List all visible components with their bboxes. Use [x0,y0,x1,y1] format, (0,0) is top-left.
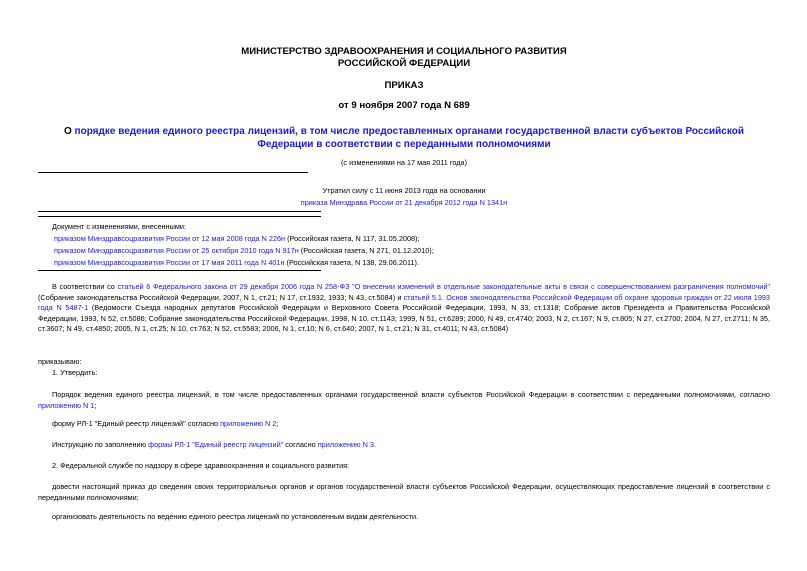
expired-note: Утратил силу с 11 июня 2013 года на основании [322,186,486,195]
amendments-intro: Документ с изменениями, внесенными: [52,222,186,231]
amendment-item: приказом Минздравсоцразвития России от 12 мая 2008 года N 226н (Российская газета, N 117, 31.05.2008); [54,234,420,243]
ministry-name-line2: РОССИЙСКОЙ ФЕДЕРАЦИИ [337,58,471,69]
item-2-organize: организовать деятельность по ведению единого реестра лицензий по установленным видам деятельности. [52,512,419,521]
changes-note: (с изменениями на 17 мая 2011 года) [340,158,468,167]
title-prefix: О [63,126,75,137]
form-rl1-link[interactable]: формы РЛ-1 "Единый реестр лицензий" [148,440,284,449]
appendix-3-link[interactable]: приложению N 3 [317,440,374,449]
item-instruction: Инструкцию по заполнению формы РЛ-1 "Единый реестр лицензий" согласно приложению N 3. [52,440,377,449]
divider [38,216,321,217]
orders-line: приказываю: [38,357,82,366]
divider [38,172,308,173]
amendment-item: приказом Минздравсоцразвития России от 25 октября 2010 года N 917н (Российская газета, N 271, 01.12.2010); [54,246,434,255]
appendix-1-link[interactable]: приложению N 1 [38,400,95,410]
item-procedure: Порядок ведения единого реестра лицензий, в том числе предоставленных органами государственной власти субъектов Российской Федерации в соответствии с переданными полномочиями, согласно приложению N 1; [38,390,770,410]
divider [38,270,321,271]
divider [38,211,321,212]
expired-link-line [38,198,770,207]
law-258fz-link[interactable]: статьей 6 Федерального закона от 29 декабря 2006 года N 258-ФЗ "О внесении изменений в отдельные законодательные акты в связи с совершенствованием разграничения полномочий" [117,282,770,291]
document-type: ПРИКАЗ [384,80,424,91]
item-form: форму РЛ-1 "Единый реестр лицензий" согласно приложению N 2; [52,419,279,428]
health-law-link[interactable]: статьей 5.1. Основ законодательства Российской Федерации об охране здоровья граждан от 22 июля 1993 года N 5487-1 [38,292,770,313]
item-2: 2. Федеральной службе по надзору в сфере здравоохранения и социального развития: [52,461,350,470]
expired-order-link[interactable]: приказа Минздрава России от 21 декабря 2012 года N 1341н [300,198,508,207]
amendment-link[interactable]: приказом Минздравсоцразвития России от 12 мая 2008 года N 226н [54,234,286,243]
document-title [38,125,770,151]
item-1: 1. Утвердить: [52,368,98,377]
amendment-link[interactable]: приказом Минздравсоцразвития России от 25 октября 2010 года N 917н [54,246,299,255]
amendment-item: приказом Минздравсоцразвития России от 17 мая 2011 года N 401н (Российская газета, N 138, 29.06.2011). [54,258,419,267]
title-link[interactable]: порядке ведения единого реестра лицензий, в том числе предоставленных органами государственной власти субъектов Российской Федерации в соответствии с переданными полномочиями [74,126,744,150]
ministry-name-line1: МИНИСТЕРСТВО ЗДРАВООХРАНЕНИЯ И СОЦИАЛЬНОГО РАЗВИТИЯ [241,46,567,57]
document-date: от 9 ноября 2007 года N 689 [338,100,470,111]
item-2-bring-to-notice: довести настоящий приказ до сведения своих территориальных органов и органов государственной власти субъектов Российской Федерации, осуществляющих предоставление лицензий в соответствии с переданными полномочиями; [38,482,770,502]
basis-paragraph: В соответствии со статьей 6 Федерального закона от 29 декабря 2006 года N 258-ФЗ "О внесении изменений в отдельные законодательные акты в связи с совершенствованием разграничения полномочий" (Собрание законодательства Российской Федерации, 2007, N 1, ст.21; N 17, ст.1932, 1933; N 43, ст.5084) и статьей 5.1. Основ законодательства Российской Федерации об охране здоровья граждан от 22 июля 1993 года N 5487-1 (Ведомости Съезда народных депутатов Российской Федерации и Верховного Совета Российской Федерации, 1993, N 33, ст.1318; Собрание актов Президента и Правительства Российской Федерации, 1993, N 52, ст.5086; Собрание законодательства Российской Федерации, 1998, N 10, ст.1143; 1999, N 51, ст.6289; 2000, N 49, ст.4740; 2003, N 2, ст.167; N 9, ст.805; N 27, ст.2700; 2004, N 27, ст.2711; N 35, ст.3607; N 49, ст.4850; 2005, N 1, ст.25; N 10, ст.763; N 52, ст.5583; 2006, N 1, ст.10; N 6, ст.640; 2007, N 1, ст.21; N 31, ст.4011; N 43, ст.5084) [38,282,770,334]
amendment-link[interactable]: приказом Минздравсоцразвития России от 17 мая 2011 года N 401н [54,258,285,267]
appendix-2-link[interactable]: приложению N 2 [220,419,277,428]
